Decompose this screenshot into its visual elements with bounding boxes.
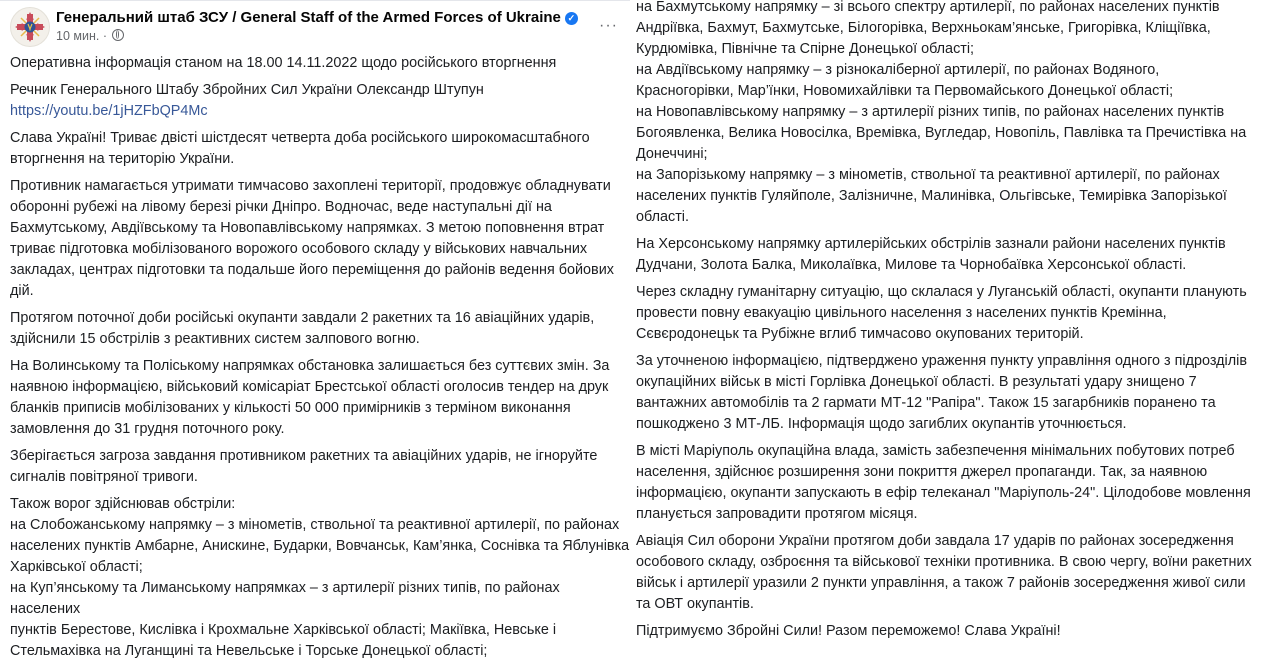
- post-paragraph: На Волинському та Поліському напрямках обстановка залишається без суттєвих змін. За наявною інформацією, військовий комісаріат Брестської області оголосив тендер на друк бланків приписів мобілізованих у кількості 50 000 примірників з терміном виконання замовлення до 31 грудня поточного року.: [10, 358, 610, 437]
- post-left-column: [0, 0, 630, 659]
- post-paragraph: На Херсонському напрямку артилерійських обстрілів зазнали райони населених пунктів Дудчани, Золота Балка, Миколаївка, Милове та Чорнобаївка Херсонської області.: [636, 236, 1226, 273]
- post-paragraph: на Бахмутському напрямку – зі всього спектру артилерії, по районах населених пунктів Андріївка, Бахмут, Бахмутське, Білогорівка, Верхньокам’янське, Григорівка, Кліщіївка, Курдюмівка, Північне та Спірне Донецької області; на Авдіївському напрямку – з різнокаліберної артилерії, по районах Водяного, Красногорівки, Мар’їнки, Новомихайлівки та Первомайського Донецької області; на Новопавлівському напрямку – з артилерії різних типів, по районах населених пунктів Богоявленка, Велика Новосілка, Времівка, Вугледар, Новопіль, Павлівка та Пречистівка на Донеччині; на Запорізькому напрямку – з мінометів, ствольної та реактивної артилерії, по районах населених пунктів Гуляйполе, Залізничне, Малинівка, Ольгівське, Темирівка Запорізької області.: [636, 0, 1247, 225]
- post-paragraph: Противник намагається утримати тимчасово захоплені території, продовжує обладнувати оборонні рубежі на лівому березі річки Дніпро. Водночас, веде наступальні дії на Бахмутському, Авдіївському та Новопавлівському напрямках. З метою поповнення втрат триває підготовка мобілізованого ворожого особового складу у військових навчальних закладах, центрах підготовки та подальше його переміщення до районів ведення бойових дій.: [10, 178, 614, 299]
- post-paragraph: За уточненою інформацією, підтверджено ураження пункту управління одного з підрозділів окупаційних військ в місті Горлівка Донецької області. В результаті удару знищено 7 вантажних автомобілів та 2 гармати МТ-12 "Рапіра". Також 15 загарбників поранено та пошкоджено 3 МТ-ЛБ. Інформація щодо загиблих окупантів уточнюється.: [636, 353, 1247, 432]
- meta-separator: ·: [102, 29, 107, 43]
- general-staff-emblem-icon: [11, 8, 49, 46]
- post-paragraph: Авіація Сил оборони України протягом доби завдала 17 ударів по районах зосередження особового складу, озброєння та військової техніки противника. В свою чергу, воїни ракетних військ і артилерії уразили 2 пункти управління, а також 7 районів зосередження живої сили та ОВТ окупантів.: [636, 533, 1252, 612]
- post-paragraph: Оперативна інформація станом на 18.00 14.11.2022 щодо російського вторгнення: [10, 55, 557, 71]
- post-body-right: [636, 0, 1276, 648]
- post-paragraph: В місті Маріуполь окупаційна влада, замість забезпечення мінімальних побутових потреб населення, здійснює розширення зони покриття джерел пропаганди. Так, за наявною інформацією, окупанти запускають в ефір телеканал "Маріуполь-24". Цілодобове мовлення планується запровадити протягом місяця.: [636, 443, 1251, 522]
- post-paragraph: Протягом поточної доби російські окупанти завдали 2 ракетних та 16 авіаційних ударів, здійснили 15 обстрілів з реактивних систем залпового вогню.: [10, 310, 595, 347]
- post-paragraph: Слава Україні! Триває двісті шістдесят четверта доба російського широкомасштабного вторгнення на територію України.: [10, 130, 590, 167]
- post-paragraph: Також ворог здійснював обстріли: на Слобожанському напрямку – з мінометів, ствольної та реактивної артилерії, по районах населених пунктів Амбарне, Анискине, Бударки, Вовчанськ, Кам’янка, Соснівка та Яблунівка Харківської області; на Куп’янському та Лиманському напрямках – з артилерії різних типів, по районах населених пунктів Берестове, Кислівка і Крохмальне Харківської області; Макіївка, Невське і Стельмахівка на Луганщині та Невельське і Торське Донецької області;: [10, 496, 630, 659]
- post-paragraph: Зберігається загроза завдання противником ракетних та авіаційних ударів, не ігноруйте сигналів повітряної тривоги.: [10, 448, 598, 485]
- avatar[interactable]: [10, 7, 50, 47]
- post-paragraph: Через складну гуманітарну ситуацію, що склалася у Луганській області, окупанти планують провести повну евакуацію цивільного населення з населених пунктів Кремінна, Сєвєродонецьк та Рубіжне вглиб тимчасово окупованих територій.: [636, 284, 1247, 342]
- more-options-icon[interactable]: ···: [599, 17, 618, 34]
- youtube-link[interactable]: https://youtu.be/1jHZFbQP4Mc: [10, 103, 208, 119]
- post-paragraph: Підтримуємо Збройні Сили! Разом переможемо! Слава Україні!: [636, 623, 1061, 639]
- post-body-left: [10, 53, 630, 668]
- globe-icon: [112, 29, 124, 41]
- post-time[interactable]: 10 мин.: [56, 29, 100, 43]
- verified-badge-icon: ✓: [565, 12, 578, 25]
- post-header: [0, 1, 630, 53]
- post-author[interactable]: [56, 9, 578, 26]
- post-paragraph: Речник Генерального Штабу Збройних Сил України Олександр Штупун: [10, 82, 484, 98]
- author-name[interactable]: Генеральний штаб ЗСУ / General Staff of the Armed Forces of Ukraine: [56, 9, 561, 26]
- post-meta: [56, 29, 124, 43]
- post-right-column: [636, 0, 1280, 639]
